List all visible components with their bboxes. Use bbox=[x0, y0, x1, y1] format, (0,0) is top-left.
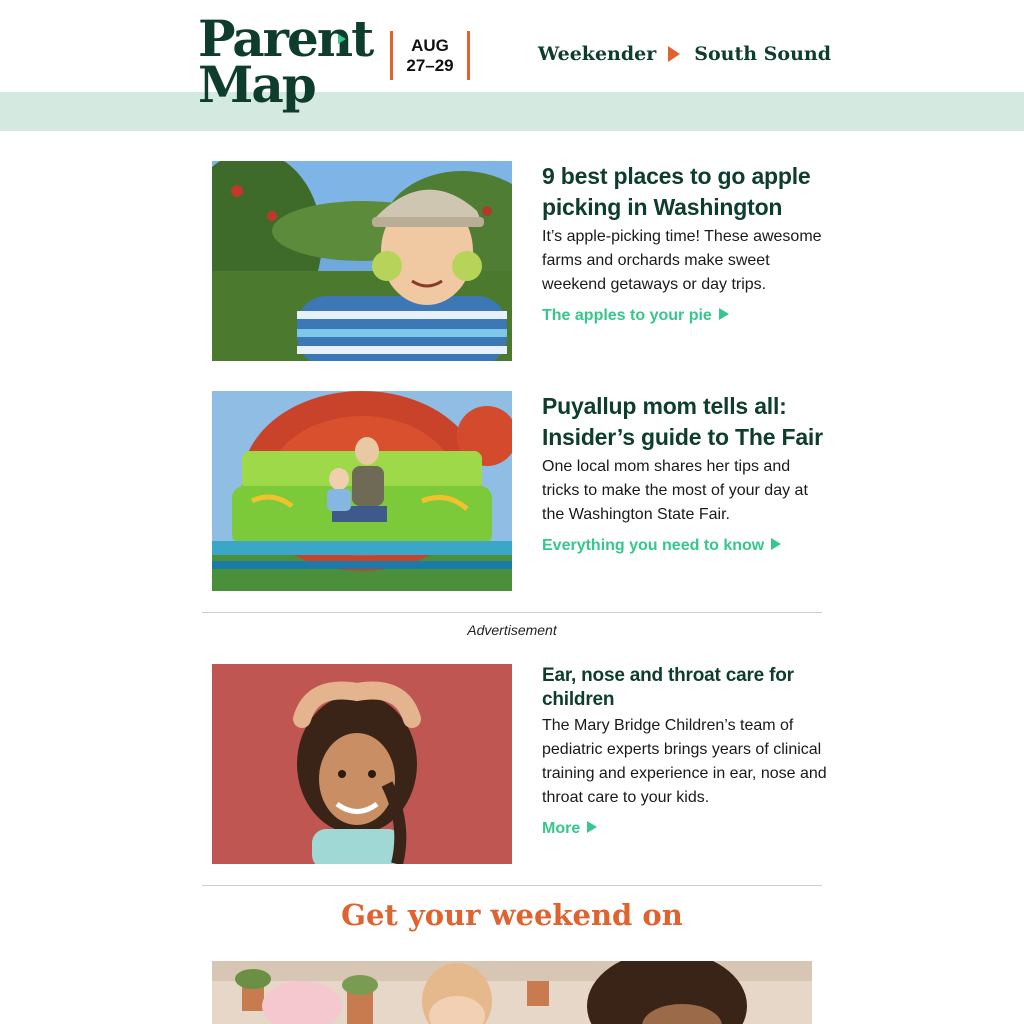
article-description: It’s apple-picking time! These awesome farms and orchards make sweet weekend getaways or day trips. bbox=[542, 228, 822, 293]
article-description: One local mom shares her tips and tricks to make the most of your day at the Washington State Fair. bbox=[542, 458, 808, 523]
email-header bbox=[0, 0, 1024, 92]
parentmap-logo[interactable] bbox=[198, 9, 373, 120]
cta-arrow-icon bbox=[587, 821, 597, 833]
logo-line-parent: Parent bbox=[198, 9, 373, 68]
article-text bbox=[542, 161, 827, 325]
cta-label: Everything you need to know bbox=[542, 537, 765, 554]
edition-nav bbox=[538, 43, 831, 65]
issue-date bbox=[390, 31, 470, 80]
advertisement-label: Advertisement bbox=[467, 622, 557, 638]
article-title[interactable]: Puyallup mom tells all: Insider’s guide to The Fair bbox=[542, 393, 823, 450]
advertisement-title[interactable]: Ear, nose and throat care for children bbox=[542, 665, 794, 710]
weekend-heading: Get your weekend on bbox=[341, 898, 683, 932]
fair-ride-photo[interactable] bbox=[212, 391, 512, 591]
weekend-kids-photo[interactable] bbox=[212, 961, 812, 1024]
article-cta-link[interactable] bbox=[542, 307, 729, 325]
advertisement-description: The Mary Bridge Children’s team of pediatric experts brings years of clinical training and experience in ear, nose and throat care to your kids. bbox=[542, 717, 827, 806]
article-cta-link[interactable] bbox=[542, 537, 781, 555]
divider bbox=[202, 612, 822, 613]
cta-label: More bbox=[542, 820, 581, 837]
article-text bbox=[542, 391, 827, 555]
nav-arrow-icon bbox=[668, 46, 680, 62]
cta-label: The apples to your pie bbox=[542, 307, 712, 324]
smiling-girl-photo[interactable] bbox=[212, 664, 512, 864]
divider bbox=[202, 885, 822, 886]
date-days: 27–29 bbox=[406, 56, 454, 75]
apple-picking-photo[interactable] bbox=[212, 161, 512, 361]
cta-arrow-icon bbox=[771, 538, 781, 550]
header-band bbox=[0, 92, 1024, 131]
article-title[interactable]: 9 best places to go apple picking in Washington bbox=[542, 163, 811, 220]
advertisement-cta-link[interactable] bbox=[542, 820, 597, 838]
article-text bbox=[542, 664, 827, 838]
logo-line-map: Map bbox=[198, 55, 315, 114]
cta-arrow-icon bbox=[719, 308, 729, 320]
nav-south-sound[interactable]: South Sound bbox=[694, 43, 831, 65]
nav-weekender[interactable]: Weekender bbox=[537, 43, 657, 65]
date-month: AUG bbox=[411, 36, 449, 55]
logo-play-icon bbox=[338, 34, 346, 44]
